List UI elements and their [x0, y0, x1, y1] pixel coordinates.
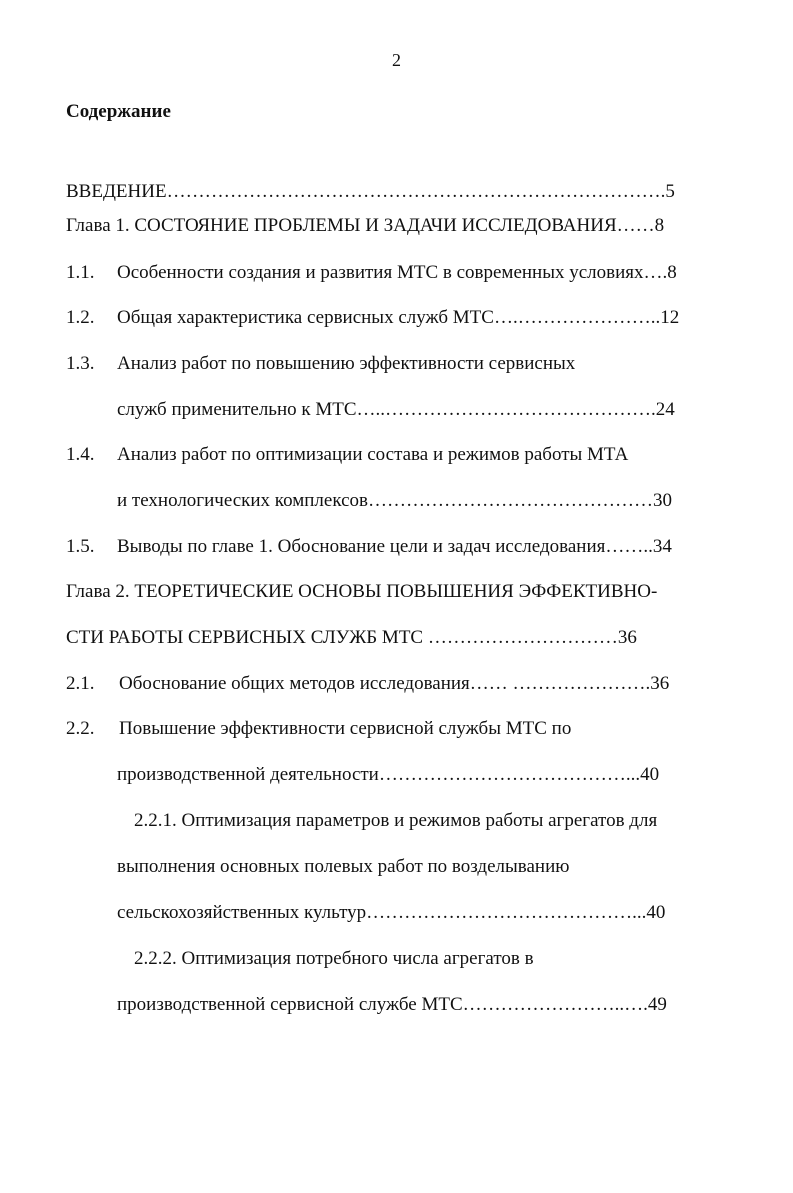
toc-entry-2-2-2-line-1: 2.2.2. Оптимизация потребного числа агрегатов в [134, 948, 534, 969]
toc-entry-2-2-line-1: Повышение эффективности сервисной службы МТС по [119, 718, 572, 739]
toc-entry-1-1: Особенности создания и развития МТС в современных условиях….8 [117, 262, 677, 283]
toc-entry-2-2-2-line-2: производственной сервисной службе МТС……………………..….49 [117, 994, 667, 1015]
toc-number-1-2: 1.2. [66, 307, 95, 328]
toc-entry-1-5: Выводы по главе 1. Обоснование цели и задач исследования……..34 [117, 536, 672, 557]
toc-number-1-4: 1.4. [66, 444, 95, 465]
toc-entry-1-2: Общая характеристика сервисных служб МТС….…………………..12 [117, 307, 680, 328]
toc-number-2-1: 2.1. [66, 673, 95, 694]
toc-number-2-2: 2.2. [66, 718, 95, 739]
toc-entry-2-2-1-line-1: 2.2.1. Оптимизация параметров и режимов работы агрегатов для [134, 810, 658, 831]
page-title: Содержание [66, 101, 171, 122]
toc-entry-chapter-1: Глава 1. СОСТОЯНИЕ ПРОБЛЕМЫ И ЗАДАЧИ ИССЛЕДОВАНИЯ……8 [66, 215, 665, 236]
toc-number-1-1: 1.1. [66, 262, 95, 283]
toc-entry-2-1: Обоснование общих методов исследования…… ………………….36 [119, 673, 670, 694]
toc-entry-1-4-line-2: и технологических комплексов………………………………………30 [117, 490, 672, 511]
toc-entry-chapter-2-line-2: СТИ РАБОТЫ СЕРВИСНЫХ СЛУЖБ МТС …………………………36 [66, 627, 637, 648]
toc-number-1-5: 1.5. [66, 536, 95, 557]
toc-entry-2-2-1-line-2: выполнения основных полевых работ по возделыванию [117, 856, 570, 877]
toc-entry-1-3-line-2: служб применительно к МТС…..…………………………………….24 [117, 399, 675, 420]
toc-entry-chapter-2-line-1: Глава 2. ТЕОРЕТИЧЕСКИЕ ОСНОВЫ ПОВЫШЕНИЯ ЭФФЕКТИВНО- [66, 581, 658, 602]
toc-entry-1-4-line-1: Анализ работ по оптимизации состава и режимов работы МТА [117, 444, 629, 465]
toc-number-1-3: 1.3. [66, 353, 95, 374]
page-number: 2 [392, 50, 401, 70]
toc-entry-1-3-line-1: Анализ работ по повышению эффективности сервисных [117, 353, 576, 374]
toc-entry-2-2-1-line-3: сельскохозяйственных культур……………………………………...40 [117, 902, 666, 923]
toc-entry-2-2-line-2: производственной деятельности…………………………………...40 [117, 764, 660, 785]
toc-entry-introduction: ВВЕДЕНИЕ…………………………………………………………………….5 [66, 181, 675, 202]
